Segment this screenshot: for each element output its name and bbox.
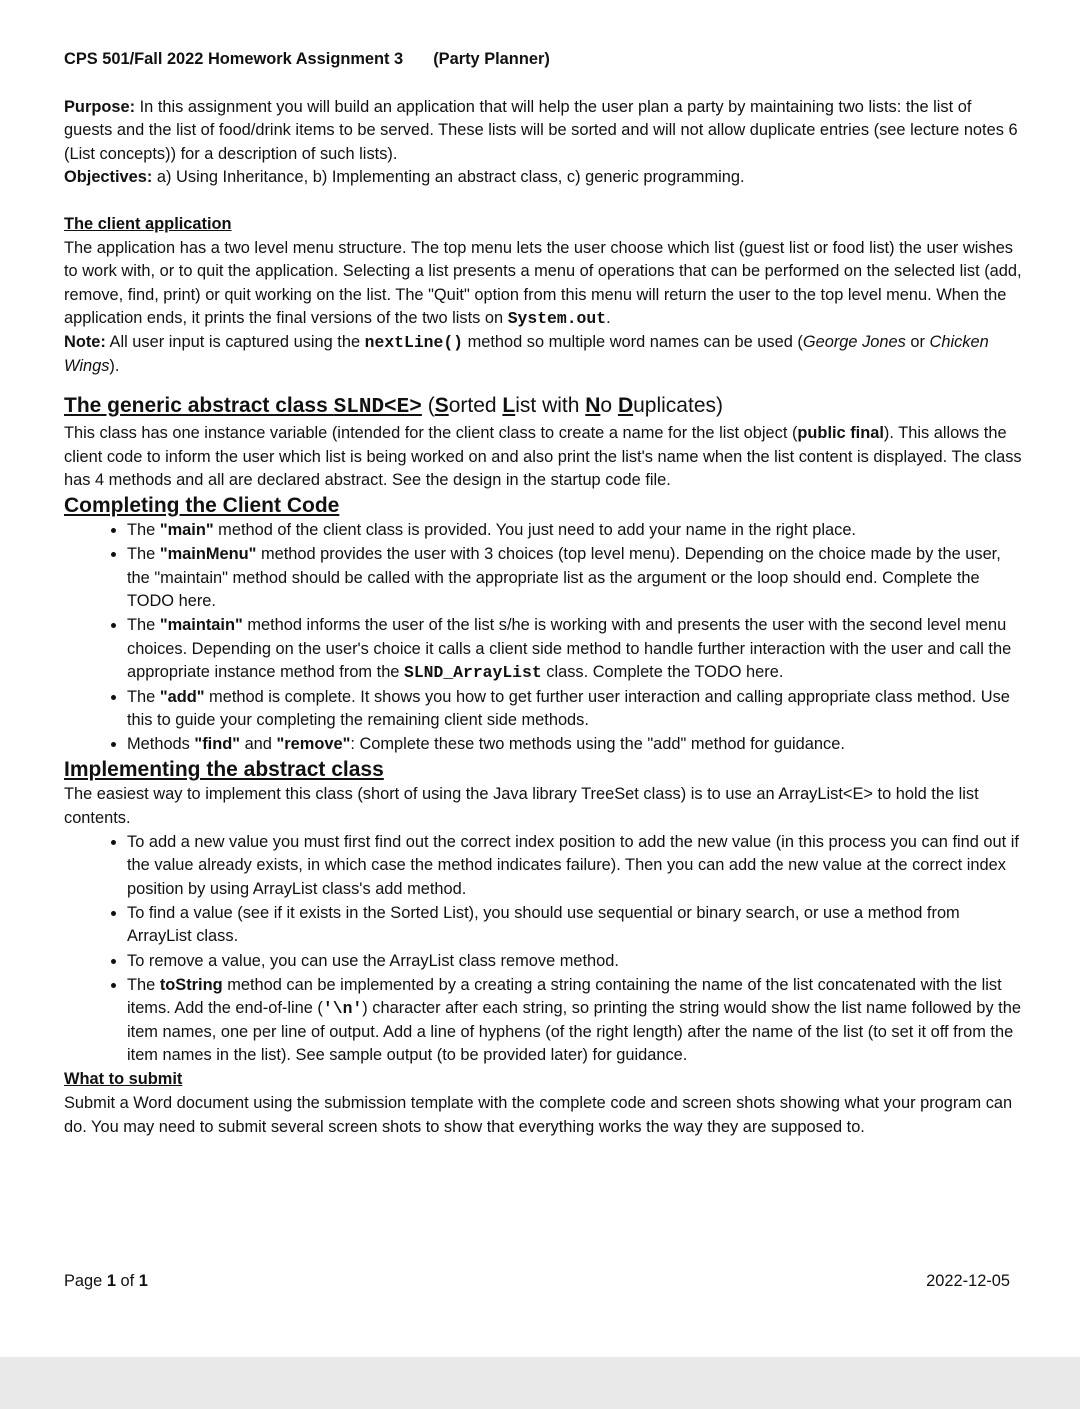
- word-o: o: [600, 394, 618, 418]
- list-item: [127, 686, 1024, 733]
- item-text: The: [127, 520, 160, 539]
- list-item: • To find a value (see if it exists in the Sorted List), you should use sequential or binary search, or use a method from ArrayList class.: [127, 902, 1024, 949]
- page-num: 1: [106, 1272, 116, 1290]
- list-item: • To remove a value, you can use the ArrayList class remove method.: [127, 950, 1024, 974]
- client-app-period: .: [606, 309, 611, 328]
- list-item: • To add a new value you must first find out the correct index position to add the new value (in this process you can find out if the value already exists, in which case the method indicates failure). Then you can add the new value at the correct index position by using ArrayList class's add method.: [127, 831, 1024, 902]
- objectives-label: Objectives:: [64, 168, 153, 187]
- nextline-code: nextLine(): [364, 332, 464, 352]
- item-bold: "add": [159, 687, 205, 706]
- list-item: [127, 543, 1024, 614]
- client-code-list: [64, 519, 1024, 757]
- item-text: Methods: [127, 735, 195, 754]
- page-footer: [64, 1272, 1010, 1291]
- letter-d: D: [617, 394, 634, 418]
- page-label: Page: [64, 1272, 107, 1290]
- item-bold: "main": [159, 520, 214, 539]
- item-text: The: [127, 687, 160, 706]
- item-bold: "maintain": [159, 616, 243, 635]
- word-orted: orted: [448, 394, 503, 418]
- title-main: CPS 501/Fall 2022 Homework Assignment 3: [64, 50, 404, 68]
- word-uplicates: uplicates): [633, 394, 723, 418]
- title-sub: (Party Planner): [433, 50, 550, 68]
- objectives-paragraph: [64, 166, 1024, 190]
- letter-l: L: [502, 394, 516, 418]
- implementing-intro: The easiest way to implement this class (short of using the Java library TreeSet class) is to use an ArrayList<E> to hold the list contents.: [64, 785, 979, 827]
- note-example-2: Chicken Wings: [64, 332, 989, 375]
- item-text: and: [240, 735, 277, 754]
- letter-n: N: [585, 394, 601, 418]
- item-bold: "mainMenu": [159, 545, 257, 563]
- newline-code: '\n': [322, 999, 363, 1019]
- item-text: method provides the user with 3 choices (top level menu). Depending on the choice made by the user, the "maintain" method should be called with the appropriate list as the argument or the loop should end. Complete the TODO here.: [127, 545, 1001, 611]
- client-application-heading: The client application: [64, 214, 232, 233]
- item-bold: "remove": [276, 735, 351, 754]
- note-text-3: ).: [109, 356, 120, 375]
- abstract-class-heading: [64, 392, 1024, 422]
- document-body: [64, 48, 1024, 1139]
- purpose-paragraph: [64, 96, 1024, 167]
- item-text: : Complete these two methods using the "add" method for guidance.: [350, 735, 845, 754]
- slnd-arraylist-code: SLND_ArrayList: [403, 663, 542, 683]
- item-text: ) character after each string, so printing the string would show the list name followed by the item names, one per line of output. Add a line of hyphens (of the right length) after the name of the list (to set it off from the item names in the list). See sample output (to be provided later) for guidance.: [127, 999, 1021, 1065]
- slnd-code: SLND<E>: [333, 396, 422, 420]
- list-item: [127, 614, 1024, 685]
- letter-s: S: [434, 394, 449, 418]
- what-to-submit-paragraph: Submit a Word document using the submission template with the complete code and screen shots showing what your program can do. You may need to submit several screen shots to show that everything works the way they are supposed to.: [64, 1094, 1013, 1136]
- public-final-bold: public final: [797, 424, 884, 443]
- system-out-code: System.out: [507, 309, 607, 329]
- list-item: [127, 974, 1024, 1068]
- of-label: of: [115, 1272, 139, 1290]
- note-or: or: [905, 332, 930, 351]
- purpose-label: Purpose:: [64, 97, 136, 116]
- abstract-class-paragraph: [64, 422, 1024, 493]
- list-item: [127, 519, 1024, 543]
- item-text: method informs the user of the list s/he is working with and presents the user with the second level menu choices. Depending on the user's choice it calls a client side method to handle further interaction with the user and call the appropriate instance method from the: [127, 616, 1012, 682]
- item-text: The: [127, 975, 160, 994]
- implementing-list: [64, 831, 1024, 1068]
- abstract-heading-prefix: The generic abstract class: [64, 394, 334, 418]
- note-label: Note:: [64, 332, 106, 351]
- item-text: The: [127, 616, 160, 635]
- word-ist-with: ist with: [515, 394, 586, 418]
- client-application-paragraph: [64, 237, 1024, 331]
- what-to-submit-heading: What to submit: [64, 1070, 183, 1089]
- note-paragraph: [64, 331, 1024, 378]
- item-text: method can be implemented by a creating a string containing the name of the list concatenated with the list items. Add the end-of-line (: [127, 975, 1002, 1018]
- footer-date: 2022-12-05: [926, 1272, 1010, 1290]
- abstract-text-1: This class has one instance variable (intended for the client class to create a name for the list object (: [64, 424, 798, 443]
- note-text-1: All user input is captured using the: [105, 332, 365, 351]
- item-text: The: [127, 545, 160, 563]
- abstract-text-2: ). This allows the client code to inform the user which list is being worked on and also print the list's name when the list content is displayed. The class has 4 methods and all are declared abstract. See the design in the startup code file.: [64, 424, 1022, 490]
- item-text: class. Complete the TODO here.: [541, 663, 784, 682]
- item-text: method of the client class is provided. You just need to add your name in the right place.: [213, 520, 856, 539]
- client-app-text: The application has a two level menu structure. The top menu lets the user choose which list (guest list or food list) the user wishes to work with, or to quit the application. Selecting a list presents a menu of operations that can be performed on the selected list (add, remove, find, print) or quit working on the list. The "Quit" option from this menu will return the user to the top level menu. When the application ends, it prints the final versions of the two lists on: [64, 238, 1022, 328]
- objectives-text: a) Using Inheritance, b) Implementing an abstract class, c) generic programming.: [152, 168, 745, 187]
- document-title: [64, 48, 1024, 72]
- item-text: method is complete. It shows you how to get further user interaction and calling appropriate class method. Use this to guide your completing the remaining client side methods.: [127, 687, 1010, 730]
- client-code-heading: Completing the Client Code: [64, 493, 340, 517]
- page-number: [64, 1272, 148, 1291]
- implementing-heading: Implementing the abstract class: [64, 758, 384, 782]
- tostring-bold: toString: [159, 975, 223, 994]
- page-total: 1: [138, 1272, 148, 1290]
- list-item: [127, 733, 1024, 757]
- note-example-1: George Jones: [802, 332, 906, 351]
- purpose-text: In this assignment you will build an application that will help the user plan a party by maintaining two lists: the list of guests and the list of food/drink items to be served. These lists will be sorted and will not allow duplicate entries (see lecture notes 6 (List concepts)) for a description of such lists).: [64, 97, 1018, 163]
- heading-paren: (: [421, 394, 435, 418]
- note-text-2: method so multiple word names can be used (: [463, 332, 803, 351]
- item-bold: "find": [194, 735, 241, 754]
